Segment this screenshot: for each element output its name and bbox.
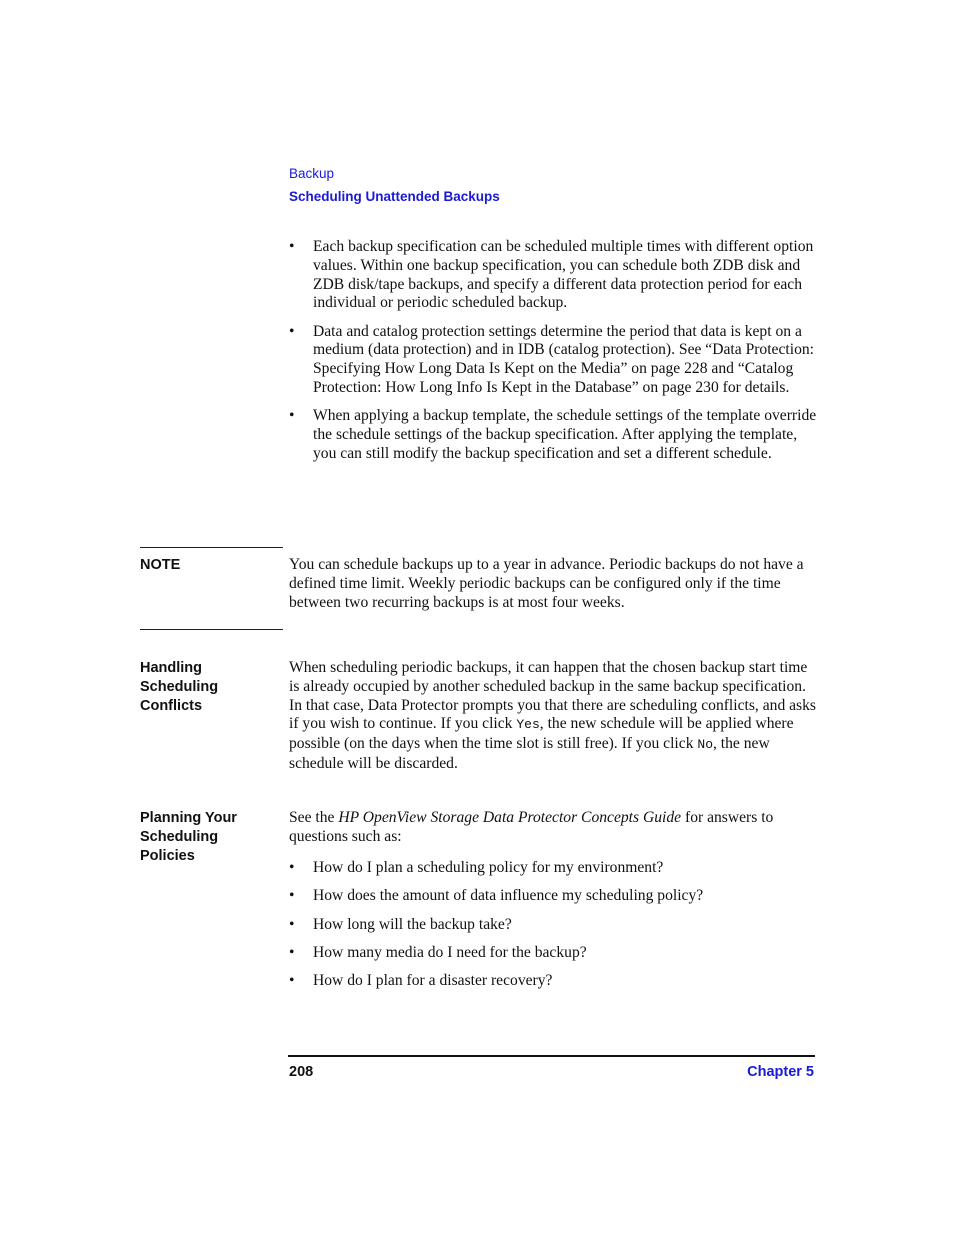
breadcrumb-section[interactable]: Backup [289, 166, 335, 181]
list-item: • How does the amount of data influence my scheduling policy? [289, 887, 704, 905]
planning-heading: Planning Your Scheduling Policies [140, 810, 237, 864]
list-item: • How do I plan a scheduling policy for my environment? [289, 859, 664, 876]
bullet-icon: • [289, 915, 295, 933]
planning-question-list [289, 859, 819, 1000]
page-number: 208 [289, 1064, 314, 1080]
planning-intro: See the HP OpenView Storage Data Protector Concepts Guide for answers to questions such as: [289, 809, 774, 845]
bullet-icon: • [289, 972, 295, 989]
list-item: • How long will the backup take? [289, 915, 512, 933]
no-code: No [697, 737, 713, 752]
note-top-rule [140, 547, 283, 548]
list-item: • When applying a backup template, the schedule settings of the template override the schedule settings of the backup specification. After applying the template, you can still modify the backup specification and set a different schedule. [289, 407, 817, 462]
intro-bullet-list [289, 238, 819, 473]
note-bottom-rule [140, 629, 283, 630]
conflicts-paragraph: When scheduling periodic backups, it can happen that the chosen backup start time is already occupied by another scheduled backup in the same backup specification. In that case, Data Protector prompts you that there are scheduling conflicts, and asks if you wish to continue. If you click Yes, the new schedule will be applied where possible (on the days when the time slot is still free). If you click No, the new schedule will be discarded. [289, 659, 816, 772]
list-item: • Each backup specification can be scheduled multiple times with different option values. Within one backup specification, you can schedule both ZDB disk and ZDB disk/tape backups, and specify a different data protection period for each individual or periodic scheduled backup. [289, 238, 814, 312]
footer-rule [288, 1055, 815, 1057]
chapter-link[interactable]: Chapter 5 [747, 1064, 814, 1080]
conflicts-heading: Handling Scheduling Conflicts [140, 660, 219, 714]
bullet-icon: • [289, 943, 295, 961]
bullet-icon: • [289, 322, 295, 340]
yes-code: Yes [516, 717, 540, 733]
list-item: • How many media do I need for the backup? [289, 943, 587, 961]
bullet-icon: • [289, 407, 295, 424]
guide-title: HP OpenView Storage Data Protector Concepts Guide [338, 809, 682, 826]
breadcrumb-title[interactable]: Scheduling Unattended Backups [289, 189, 500, 204]
note-label: NOTE [140, 557, 181, 573]
bullet-icon: • [289, 887, 295, 905]
list-item: • Data and catalog protection settings determine the period that data is kept on a medium (data protection) and in IDB (catalog protection). See “Data Protection: Specifying How Long Data Is Kept on the Media” on page 228 and “Catalog Protection: How Long Info Is Kept in the Database” on page 230 for details. [289, 322, 814, 396]
bullet-icon: • [289, 859, 295, 876]
list-item: • How do I plan for a disaster recovery? [289, 972, 553, 989]
bullet-icon: • [289, 238, 295, 255]
note-text: You can schedule backups up to a year in advance. Periodic backups do not have a defined time limit. Weekly periodic backups can be configured only if the time between two recurring backups is at most four weeks. [289, 556, 804, 611]
